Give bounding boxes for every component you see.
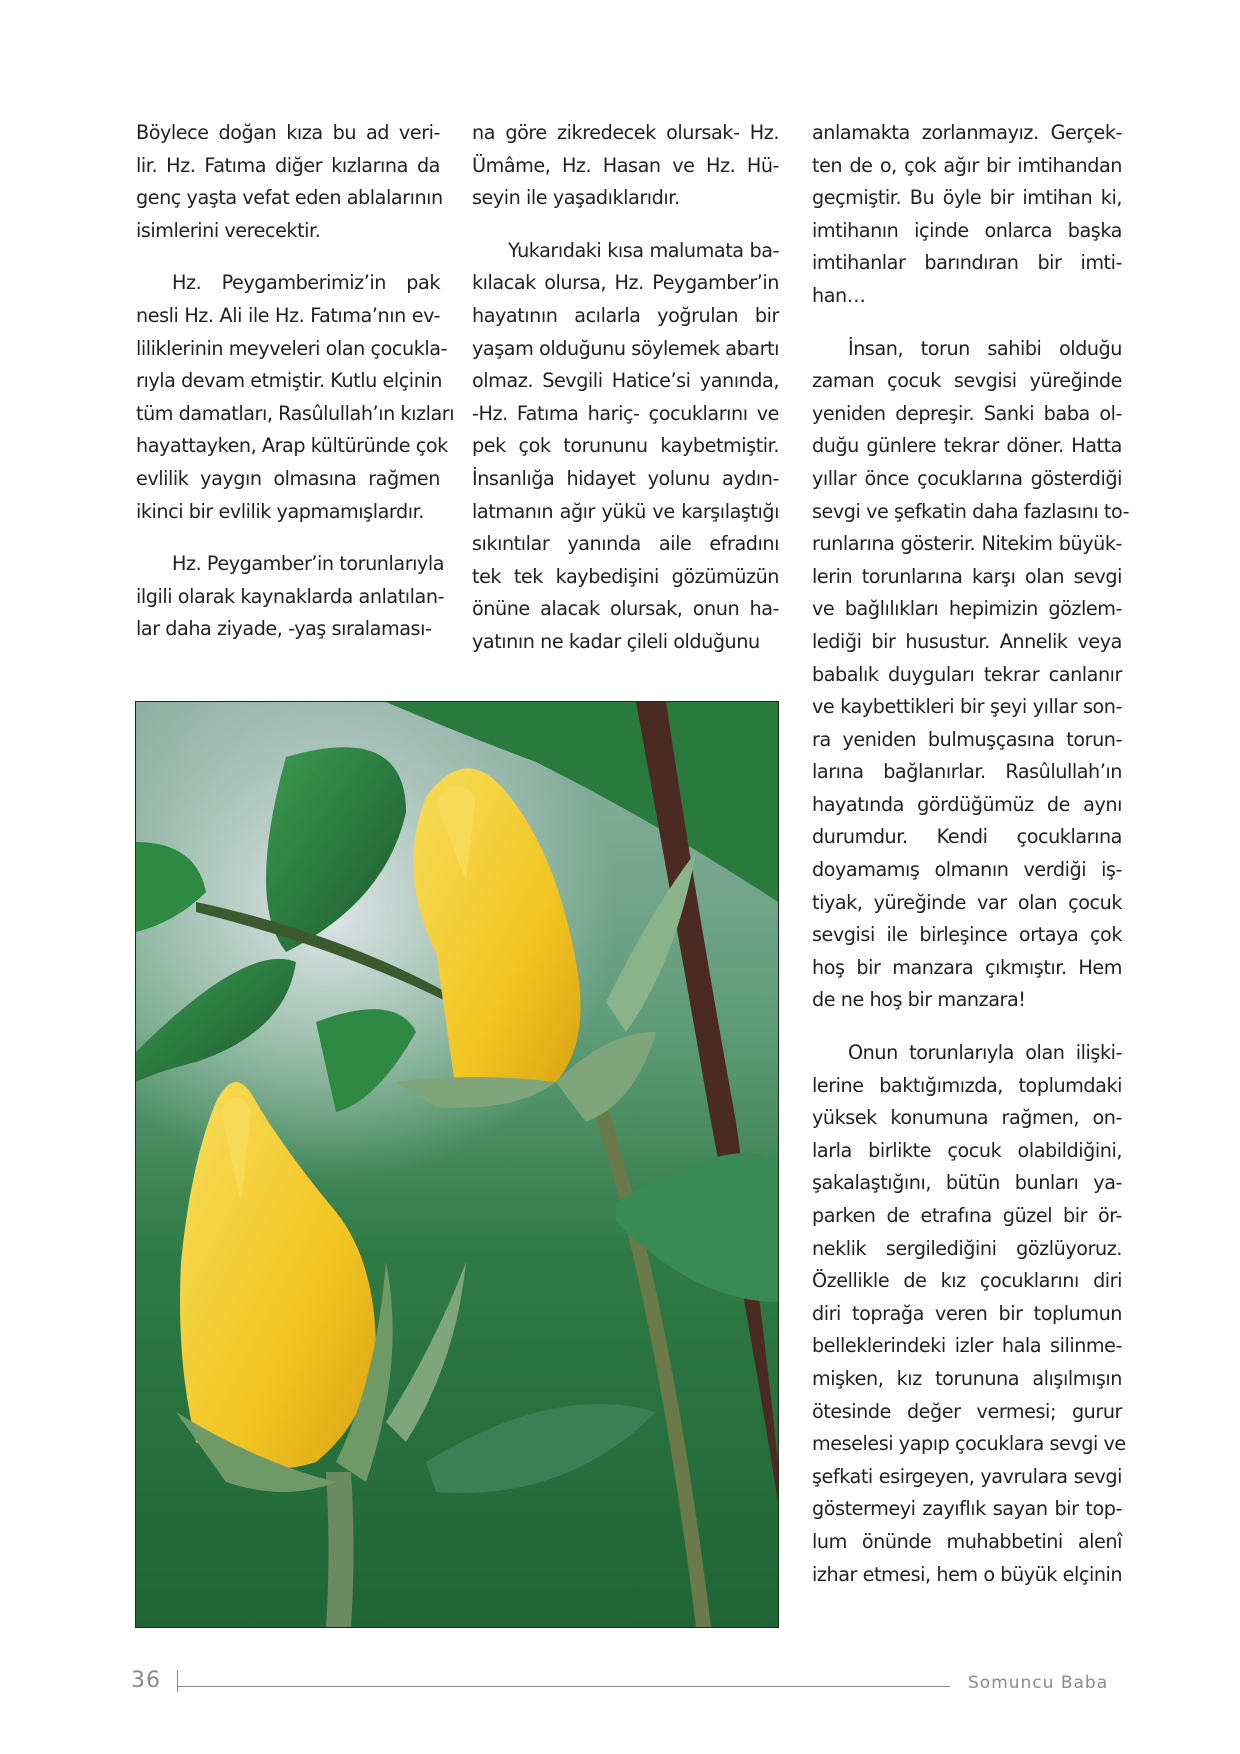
paragraph-gap <box>472 215 779 235</box>
text-line: meselesi yapıp çocuklara sevgi ve <box>812 1432 1126 1456</box>
paragraph <box>812 333 1130 1017</box>
magazine-name: Somuncu Baba <box>968 1673 1109 1693</box>
text-line: hoş bir manzara çıkmıştır. Hem <box>812 955 1122 979</box>
text-line: genç yaşta vefat eden ablalarının <box>136 186 443 210</box>
rose-illustration <box>136 702 778 1627</box>
text-line: şefkati esirgeyen, yavrulara sevgi <box>812 1464 1122 1488</box>
paragraph-gap <box>136 528 440 548</box>
text-line: Onun torunlarıyla olan ilişki- <box>848 1041 1122 1065</box>
text-line: hayattayken, Arap kültüründe çok <box>136 434 448 458</box>
text-line: anlamakta zorlanmayız. Gerçek- <box>812 121 1122 144</box>
text-line: lum önünde muhabbetini alenî <box>812 1529 1122 1553</box>
text-line: ve kaybettikleri bir şeyi yıllar son- <box>812 695 1122 719</box>
text-line: yıllar önce çocuklarına gösterdiği <box>812 466 1122 490</box>
text-line: babalık duyguları tekrar canlanır <box>812 662 1122 686</box>
text-line: de ne hoş bir manzara! <box>812 988 1026 1012</box>
text-line: sıkıntılar yanında aile efradını <box>472 532 779 556</box>
text-line: yaşam olduğunu söylemek abartı <box>472 336 779 360</box>
text-line: İnsanlığa hidayet yolunu aydın- <box>472 466 779 490</box>
paragraph <box>472 235 779 659</box>
text-line: sevgisi ile birleşince ortaya çok <box>812 923 1122 947</box>
text-line: mişken, kız torununa alışılmışın <box>812 1366 1122 1390</box>
text-line: ten de o, çok ağır bir imtihandan <box>812 153 1122 177</box>
text-line: Yukarıdaki kısa malumata ba- <box>508 238 779 262</box>
text-line: isimlerini verecektir. <box>136 218 321 242</box>
text-line: tek tek kaybedişini gözümüzün <box>472 564 779 588</box>
text-line: neklik sergilediğini gözlüyoruz. <box>812 1236 1122 1260</box>
text-line: tiyak, yüreğinde var olan çocuk <box>812 890 1122 914</box>
text-line: hayatının acılarla yoğrulan bir <box>472 303 779 327</box>
paragraph <box>812 1037 1126 1591</box>
text-line: ve bağlılıkları hepimizin gözlem- <box>812 597 1122 621</box>
text-line: Hz. Peygamberimiz’in pak <box>172 271 440 295</box>
text-line: Ümâme, Hz. Hasan ve Hz. Hü- <box>472 153 779 177</box>
text-line: Özellikle de kız çocuklarını diri <box>812 1269 1122 1293</box>
rose-photo <box>135 701 779 1628</box>
footer-divider-tick <box>177 1670 178 1692</box>
text-line: pek çok torununu kaybetmiştir. <box>472 434 779 458</box>
text-line: evlilik yaygın olmasına rağmen <box>136 466 440 490</box>
text-line: geçmiştir. Bu öyle bir imtihan ki, <box>812 186 1122 210</box>
text-line: lerine baktığımızda, toplumdaki <box>812 1073 1122 1097</box>
text-line: şakalaştığını, bütün bunları ya- <box>812 1171 1122 1195</box>
paragraph-gap <box>812 1017 1122 1037</box>
text-line: diri toprağa veren bir toplumun <box>812 1301 1122 1325</box>
text-line: seyin ile yaşadıklarıdır. <box>472 186 680 210</box>
page-number: 36 <box>131 1668 161 1693</box>
text-line: İnsan, torun sahibi olduğu <box>848 336 1122 360</box>
text-line: Böylece doğan kıza bu ad veri- <box>136 121 440 144</box>
footer-rule <box>178 1686 950 1687</box>
text-line: parken de etrafına güzel bir ör- <box>812 1204 1122 1227</box>
text-line: önüne alacak olursak, onun ha- <box>472 597 779 621</box>
paragraph <box>136 267 455 528</box>
text-line: ötesinde değer vermesi; gurur <box>812 1399 1122 1423</box>
text-line: göstermeyi zayıflık sayan bir top- <box>812 1497 1122 1521</box>
text-line: hayatında gördüğümüz de aynı <box>812 792 1122 816</box>
text-line: tüm damatları, Rasûlullah’ın kızları <box>136 401 455 425</box>
text-line: yeniden depreşir. Sanki baba ol- <box>812 401 1122 425</box>
text-column-1 <box>136 117 455 646</box>
text-line: ikinci bir evlilik yapmamışlardır. <box>136 499 424 523</box>
text-line: lediği bir husustur. Annelik veya <box>812 629 1122 653</box>
text-line: yatının ne kadar çileli olduğunu <box>472 629 760 653</box>
stem-lower-bud <box>326 1472 354 1627</box>
text-line: rıyla devam etmiştir. Kutlu elçinin <box>136 369 442 393</box>
paragraph <box>136 548 445 646</box>
text-line: han… <box>812 283 866 307</box>
text-line: runlarına gösterir. Nitekim büyük- <box>812 532 1122 556</box>
text-line: doyamamış olmanın verdiği iş- <box>812 858 1122 882</box>
text-line: yüksek konumuna rağmen, on- <box>812 1106 1122 1130</box>
text-line: nesli Hz. Ali ile Hz. Fatıma’nın ev- <box>136 303 440 327</box>
text-line: sevgi ve şefkatin daha fazlasını to- <box>812 499 1130 523</box>
paragraph-gap <box>136 247 440 267</box>
text-line: latmanın ağır yükü ve karşılaştığı <box>472 499 779 523</box>
text-line: ra yeniden bulmuşçasına torun- <box>812 727 1122 751</box>
paragraph <box>812 117 1122 313</box>
text-line: belleklerindeki izler hala silinme- <box>812 1334 1122 1358</box>
text-line: -Hz. Fatıma hariç- çocuklarını ve <box>472 401 779 425</box>
text-line: lar daha ziyade, -yaş sıralaması- <box>136 617 432 641</box>
text-line: lir. Hz. Fatıma diğer kızlarına da <box>136 153 440 177</box>
text-line: izhar etmesi, hem o büyük elçinin <box>812 1562 1123 1586</box>
text-line: imtihanlar barındıran bir imti- <box>812 251 1122 275</box>
text-line: kılacak olursa, Hz. Peygamber’in <box>472 271 779 295</box>
text-column-2 <box>472 117 779 659</box>
text-line: ilgili olarak kaynaklarda anlatılan- <box>136 584 445 608</box>
text-column-3 <box>812 117 1130 1591</box>
paragraph-gap <box>812 313 1122 333</box>
text-line: larla birlikte çocuk olabildiğini, <box>812 1138 1122 1162</box>
text-line: durumdur. Kendi çocuklarına <box>812 825 1122 849</box>
text-line: duğu günlere tekrar döner. Hatta <box>812 434 1122 458</box>
text-line: Hz. Peygamber’in torunlarıyla <box>172 552 445 576</box>
text-line: zaman çocuk sevgisi yüreğinde <box>812 369 1122 393</box>
text-line: lerin torunlarına karşı olan sevgi <box>812 564 1122 588</box>
text-line: imtihanın içinde onlarca başka <box>812 218 1122 242</box>
text-line: na göre zikredecek olursak- Hz. <box>472 121 779 144</box>
text-line: larına bağlanırlar. Rasûlullah’ın <box>812 760 1122 784</box>
paragraph <box>472 117 779 215</box>
text-line: liliklerinin meyveleri olan çocukla- <box>136 336 448 360</box>
text-line: olmaz. Sevgili Hatice’si yanında, <box>472 369 779 393</box>
paragraph <box>136 117 443 247</box>
